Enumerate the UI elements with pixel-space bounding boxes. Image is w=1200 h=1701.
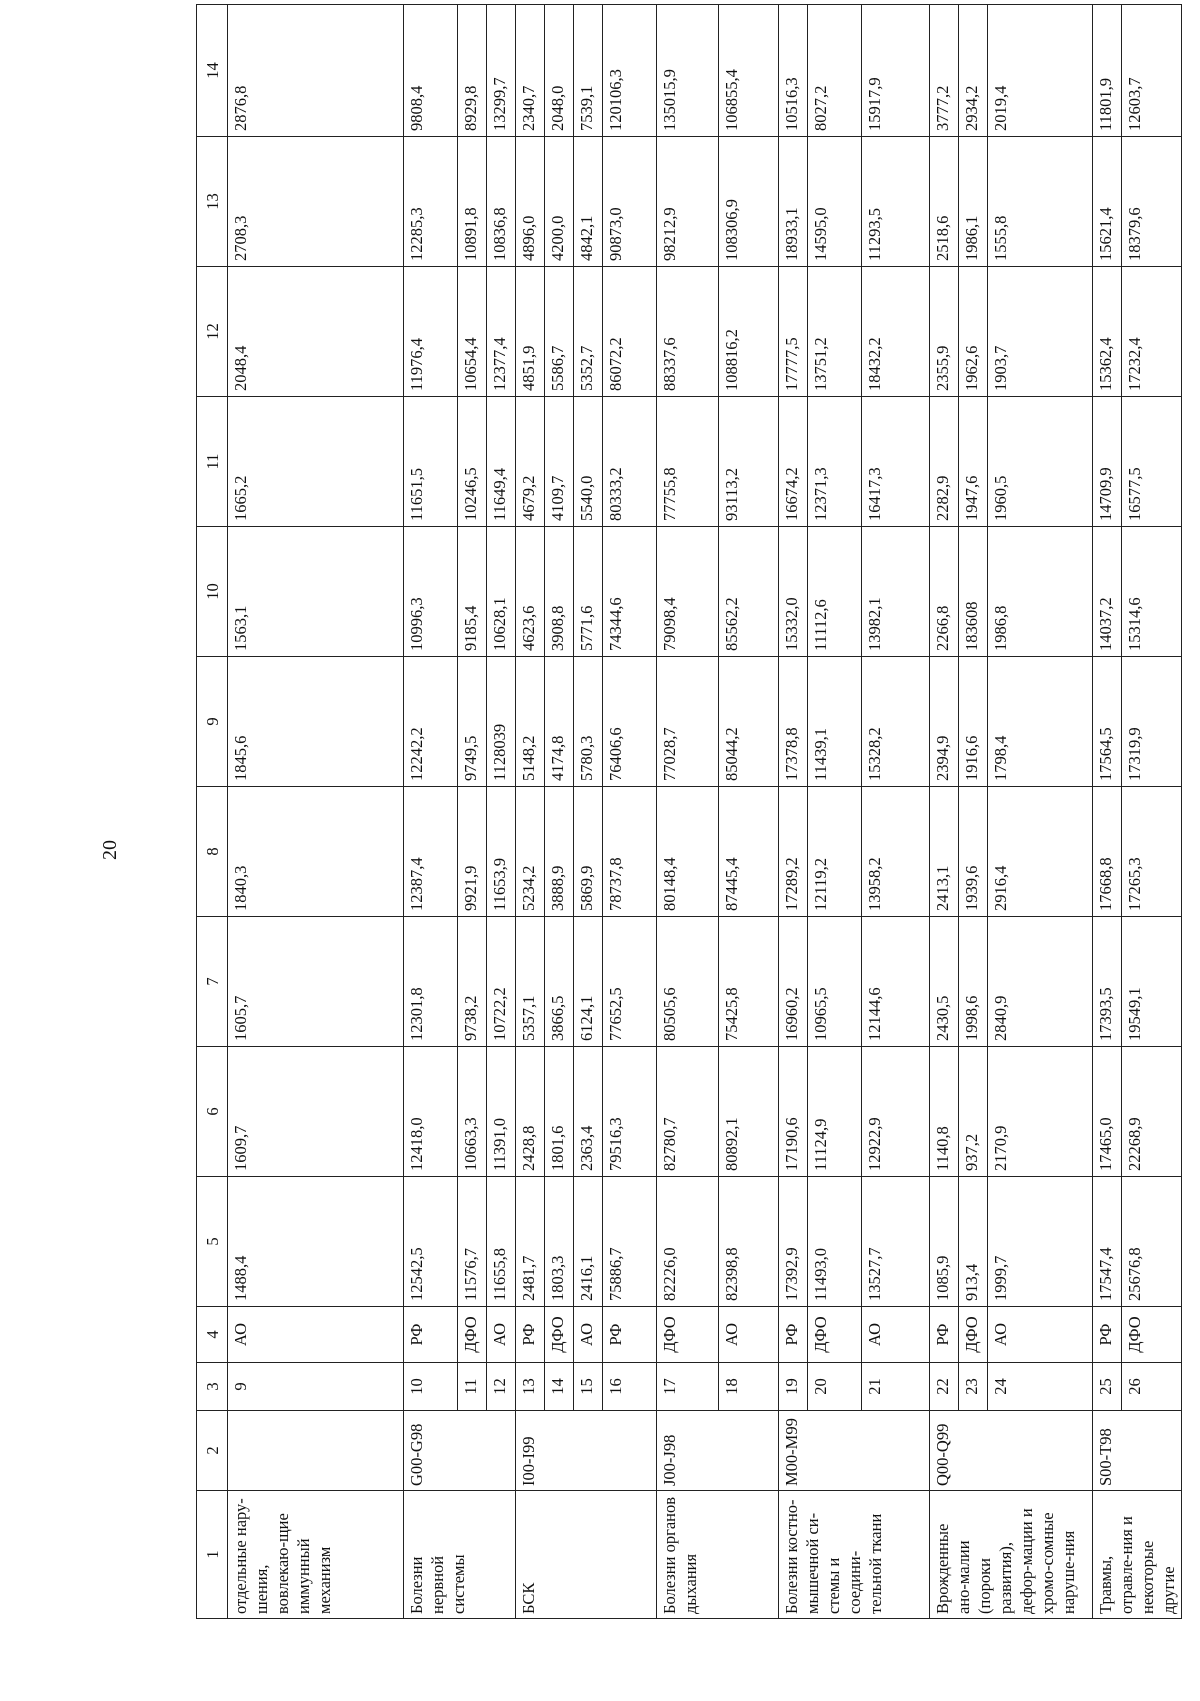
value-cell: 10722,2 [487,917,516,1047]
value-cell: 108306,9 [719,137,779,267]
table-row [930,5,959,1619]
value-cell: 15621,4 [1093,137,1122,267]
value-cell: 11124,9 [808,1047,862,1177]
value-cell: 1998,6 [959,917,988,1047]
column-number-header: 5 [197,1177,228,1307]
value-cell: 11493,0 [808,1177,862,1307]
table-row [603,5,657,1619]
value-cell: 1801,6 [545,1047,574,1177]
icd-code-cell: S00-T98 [1093,1411,1182,1491]
value-cell: 7539,1 [574,5,603,137]
value-cell: 18379,6 [1122,137,1182,267]
value-cell: 4174,8 [545,657,574,787]
column-number-header: 1 [197,1491,228,1619]
value-cell: 93113,2 [719,397,779,527]
value-cell: 2428,8 [516,1047,545,1177]
value-cell: 15314,6 [1122,527,1182,657]
icd-code-cell: J00-J98 [657,1411,779,1491]
region-cell: АО [574,1307,603,1363]
icd-code-cell: G00-G98 [404,1411,516,1491]
row-number-cell: 10 [404,1363,458,1411]
disease-group-cell: Болезни нервной системы [404,1491,516,1619]
region-cell: АО [862,1307,930,1363]
column-number-header: 13 [197,137,228,267]
value-cell: 17190,6 [779,1047,808,1177]
value-cell: 16674,2 [779,397,808,527]
value-cell: 10663,3 [458,1047,487,1177]
value-cell: 10654,4 [458,267,487,397]
value-cell: 11112,6 [808,527,862,657]
value-cell: 14037,2 [1093,527,1122,657]
value-cell: 75425,8 [719,917,779,1047]
value-cell: 11649,4 [487,397,516,527]
value-cell: 12119,2 [808,787,862,917]
row-number-cell: 16 [603,1363,657,1411]
value-cell: 2518,6 [930,137,959,267]
value-cell: 12285,3 [404,137,458,267]
value-cell: 10891,8 [458,137,487,267]
disease-group-cell: Травмы, отравле-ния и некоторые другие [1093,1491,1182,1619]
icd-code-cell: I00-I99 [516,1411,657,1491]
value-cell: 80333,2 [603,397,657,527]
value-cell: 135015,9 [657,5,719,137]
value-cell: 10996,3 [404,527,458,657]
value-cell: 2416,1 [574,1177,603,1307]
region-cell: ДФО [1122,1307,1182,1363]
value-cell: 2282,9 [930,397,959,527]
value-cell: 90873,0 [603,137,657,267]
statistics-table [196,4,1182,1619]
value-cell: 17265,3 [1122,787,1182,917]
value-cell: 15917,9 [862,5,930,137]
value-cell: 87445,4 [719,787,779,917]
value-cell: 19549,1 [1122,917,1182,1047]
value-cell: 17319,9 [1122,657,1182,787]
value-cell: 913,4 [959,1177,988,1307]
value-cell: 2840,9 [988,917,1093,1047]
value-cell: 77755,8 [657,397,719,527]
table-row [487,5,516,1619]
value-cell: 80505,6 [657,917,719,1047]
column-number-header: 2 [197,1411,228,1491]
value-cell: 4851,9 [516,267,545,397]
row-number-cell: 25 [1093,1363,1122,1411]
row-number-cell: 17 [657,1363,719,1411]
column-number-header: 11 [197,397,228,527]
icd-code-cell [228,1411,404,1491]
column-number-header: 7 [197,917,228,1047]
value-cell: 2413,1 [930,787,959,917]
column-number-header: 4 [197,1307,228,1363]
value-cell: 1609,7 [228,1047,404,1177]
value-cell: 1845,6 [228,657,404,787]
value-cell: 4896,0 [516,137,545,267]
value-cell: 1960,5 [988,397,1093,527]
region-cell: ДФО [808,1307,862,1363]
value-cell: 5780,3 [574,657,603,787]
table-row [574,5,603,1619]
region-cell: ДФО [657,1307,719,1363]
value-cell: 1798,4 [988,657,1093,787]
table-row [1093,5,1122,1619]
region-cell: РФ [779,1307,808,1363]
page-number: 20 [99,840,121,860]
value-cell: 75886,7 [603,1177,657,1307]
row-number-cell: 24 [988,1363,1093,1411]
table-row [228,5,404,1619]
table-row [1122,5,1182,1619]
value-cell: 2934,2 [959,5,988,137]
disease-group-cell: БСК [516,1491,657,1619]
value-cell: 17289,2 [779,787,808,917]
row-number-cell: 23 [959,1363,988,1411]
value-cell: 18933,1 [779,137,808,267]
value-cell: 9749,5 [458,657,487,787]
value-cell: 12387,4 [404,787,458,917]
region-cell: АО [487,1307,516,1363]
value-cell: 77028,7 [657,657,719,787]
value-cell: 11976,4 [404,267,458,397]
value-cell: 1555,8 [988,137,1093,267]
value-cell: 11653,9 [487,787,516,917]
value-cell: 2340,7 [516,5,545,137]
value-cell: 25676,8 [1122,1177,1182,1307]
table-row [808,5,862,1619]
value-cell: 12418,0 [404,1047,458,1177]
value-cell: 12542,5 [404,1177,458,1307]
value-cell: 17378,8 [779,657,808,787]
value-cell: 4679,2 [516,397,545,527]
region-cell: РФ [930,1307,959,1363]
value-cell: 4200,0 [545,137,574,267]
table-row [404,5,458,1619]
value-cell: 5352,7 [574,267,603,397]
value-cell: 82226,0 [657,1177,719,1307]
region-cell: ДФО [545,1307,574,1363]
value-cell: 12301,8 [404,917,458,1047]
value-cell: 1803,3 [545,1177,574,1307]
value-cell: 18432,2 [862,267,930,397]
value-cell: 17393,5 [1093,917,1122,1047]
value-cell: 2394,9 [930,657,959,787]
value-cell: 82780,7 [657,1047,719,1177]
column-number-header: 14 [197,5,228,137]
value-cell: 5148,2 [516,657,545,787]
value-cell: 9185,4 [458,527,487,657]
row-number-cell: 18 [719,1363,779,1411]
value-cell: 17232,4 [1122,267,1182,397]
value-cell: 10628,1 [487,527,516,657]
region-cell: ДФО [458,1307,487,1363]
value-cell: 9738,2 [458,917,487,1047]
region-cell: АО [228,1307,404,1363]
value-cell: 14709,9 [1093,397,1122,527]
value-cell: 11651,5 [404,397,458,527]
value-cell: 15332,0 [779,527,808,657]
value-cell: 13299,7 [487,5,516,137]
table-row [516,5,545,1619]
value-cell: 12922,9 [862,1047,930,1177]
value-cell: 10836,8 [487,137,516,267]
value-cell: 1665,2 [228,397,404,527]
column-number-header: 3 [197,1363,228,1411]
rotated-table-page [196,15,1200,1619]
value-cell: 80148,4 [657,787,719,917]
row-number-cell: 14 [545,1363,574,1411]
value-cell: 2048,4 [228,267,404,397]
value-cell: 2019,4 [988,5,1093,137]
table-row [458,5,487,1619]
value-cell: 1488,4 [228,1177,404,1307]
disease-group-cell: Врожденные ано-малии (пороки развития), дефор-мации и хромо-сомные наруше-ния [930,1491,1093,1619]
value-cell: 2708,3 [228,137,404,267]
value-cell: 22268,9 [1122,1047,1182,1177]
table-row [657,5,719,1619]
value-cell: 12371,3 [808,397,862,527]
value-cell: 2266,8 [930,527,959,657]
value-cell: 4842,1 [574,137,603,267]
row-number-cell: 22 [930,1363,959,1411]
row-number-cell: 12 [487,1363,516,1411]
value-cell: 74344,6 [603,527,657,657]
value-cell: 78737,8 [603,787,657,917]
table-row [779,5,808,1619]
column-number-header: 9 [197,657,228,787]
value-cell: 16417,3 [862,397,930,527]
value-cell: 17668,8 [1093,787,1122,917]
value-cell: 5586,7 [545,267,574,397]
value-cell: 11576,7 [458,1177,487,1307]
value-cell: 108816,2 [719,267,779,397]
icd-code-cell: M00-M99 [779,1411,930,1491]
region-cell: ДФО [959,1307,988,1363]
value-cell: 17547,4 [1093,1177,1122,1307]
value-cell: 1986,1 [959,137,988,267]
value-cell: 3888,9 [545,787,574,917]
value-cell: 14595,0 [808,137,862,267]
value-cell: 85044,2 [719,657,779,787]
value-cell: 5357,1 [516,917,545,1047]
value-cell: 1903,7 [988,267,1093,397]
row-number-cell: 21 [862,1363,930,1411]
value-cell: 17392,9 [779,1177,808,1307]
value-cell: 13982,1 [862,527,930,657]
row-number-cell: 9 [228,1363,404,1411]
value-cell: 17465,0 [1093,1047,1122,1177]
disease-group-cell: Болезни костно-мышечной си-стемы и соедини-тельной ткани [779,1491,930,1619]
value-cell: 1986,8 [988,527,1093,657]
value-cell: 8929,8 [458,5,487,137]
value-cell: 1947,6 [959,397,988,527]
value-cell: 2170,9 [988,1047,1093,1177]
column-number-header: 12 [197,267,228,397]
value-cell: 13527,7 [862,1177,930,1307]
row-number-cell: 13 [516,1363,545,1411]
value-cell: 8027,2 [808,5,862,137]
value-cell: 77652,5 [603,917,657,1047]
value-cell: 1999,7 [988,1177,1093,1307]
value-cell: 86072,2 [603,267,657,397]
table-row [719,5,779,1619]
region-cell: АО [719,1307,779,1363]
value-cell: 937,2 [959,1047,988,1177]
region-cell: РФ [603,1307,657,1363]
value-cell: 3777,2 [930,5,959,137]
row-number-cell: 11 [458,1363,487,1411]
table-row [545,5,574,1619]
value-cell: 1916,6 [959,657,988,787]
value-cell: 79516,3 [603,1047,657,1177]
value-cell: 85562,2 [719,527,779,657]
value-cell: 11293,5 [862,137,930,267]
row-number-cell: 20 [808,1363,862,1411]
value-cell: 2876,8 [228,5,404,137]
value-cell: 1140,8 [930,1047,959,1177]
value-cell: 76406,6 [603,657,657,787]
value-cell: 106855,4 [719,5,779,137]
disease-group-cell: отдельные нару-шения, вовлекаю-щие иммунный механизм [228,1491,404,1619]
value-cell: 80892,1 [719,1047,779,1177]
value-cell: 1085,9 [930,1177,959,1307]
value-cell: 3908,8 [545,527,574,657]
value-cell: 1840,3 [228,787,404,917]
value-cell: 79098,4 [657,527,719,657]
value-cell: 6124,1 [574,917,603,1047]
value-cell: 4109,7 [545,397,574,527]
region-cell: АО [988,1307,1093,1363]
region-cell: РФ [1093,1307,1122,1363]
table-body [197,5,1182,1619]
table-row [988,5,1093,1619]
column-number-header: 8 [197,787,228,917]
column-number-header: 6 [197,1047,228,1177]
value-cell: 12242,2 [404,657,458,787]
value-cell: 16960,2 [779,917,808,1047]
value-cell: 10246,5 [458,397,487,527]
value-cell: 17777,5 [779,267,808,397]
region-cell: РФ [404,1307,458,1363]
value-cell: 10965,5 [808,917,862,1047]
value-cell: 13958,2 [862,787,930,917]
value-cell: 5234,2 [516,787,545,917]
row-number-cell: 26 [1122,1363,1182,1411]
value-cell: 17564,5 [1093,657,1122,787]
value-cell: 15362,4 [1093,267,1122,397]
header-row [197,5,228,1619]
value-cell: 3866,5 [545,917,574,1047]
row-number-cell: 15 [574,1363,603,1411]
value-cell: 12603,7 [1122,5,1182,137]
icd-code-cell: Q00-Q99 [930,1411,1093,1491]
value-cell: 11391,0 [487,1047,516,1177]
table-row [862,5,930,1619]
value-cell: 2430,5 [930,917,959,1047]
value-cell: 12377,4 [487,267,516,397]
value-cell: 2481,7 [516,1177,545,1307]
value-cell: 1939,6 [959,787,988,917]
value-cell: 1605,7 [228,917,404,1047]
value-cell: 5771,6 [574,527,603,657]
value-cell: 88337,6 [657,267,719,397]
value-cell: 9808,4 [404,5,458,137]
disease-group-cell: Болезни органов дыхания [657,1491,779,1619]
value-cell: 16577,5 [1122,397,1182,527]
table-row [959,5,988,1619]
region-cell: РФ [516,1307,545,1363]
value-cell: 183608 [959,527,988,657]
value-cell: 11655,8 [487,1177,516,1307]
value-cell: 9921,9 [458,787,487,917]
value-cell: 1563,1 [228,527,404,657]
value-cell: 5869,9 [574,787,603,917]
value-cell: 5540,0 [574,397,603,527]
value-cell: 2363,4 [574,1047,603,1177]
value-cell: 2916,4 [988,787,1093,917]
value-cell: 98212,9 [657,137,719,267]
value-cell: 11801,9 [1093,5,1122,137]
value-cell: 120106,3 [603,5,657,137]
row-number-cell: 19 [779,1363,808,1411]
value-cell: 2355,9 [930,267,959,397]
value-cell: 12144,6 [862,917,930,1047]
value-cell: 4623,6 [516,527,545,657]
value-cell: 2048,0 [545,5,574,137]
value-cell: 15328,2 [862,657,930,787]
value-cell: 1128039 [487,657,516,787]
value-cell: 82398,8 [719,1177,779,1307]
value-cell: 13751,2 [808,267,862,397]
value-cell: 11439,1 [808,657,862,787]
value-cell: 10516,3 [779,5,808,137]
value-cell: 1962,6 [959,267,988,397]
column-number-header: 10 [197,527,228,657]
